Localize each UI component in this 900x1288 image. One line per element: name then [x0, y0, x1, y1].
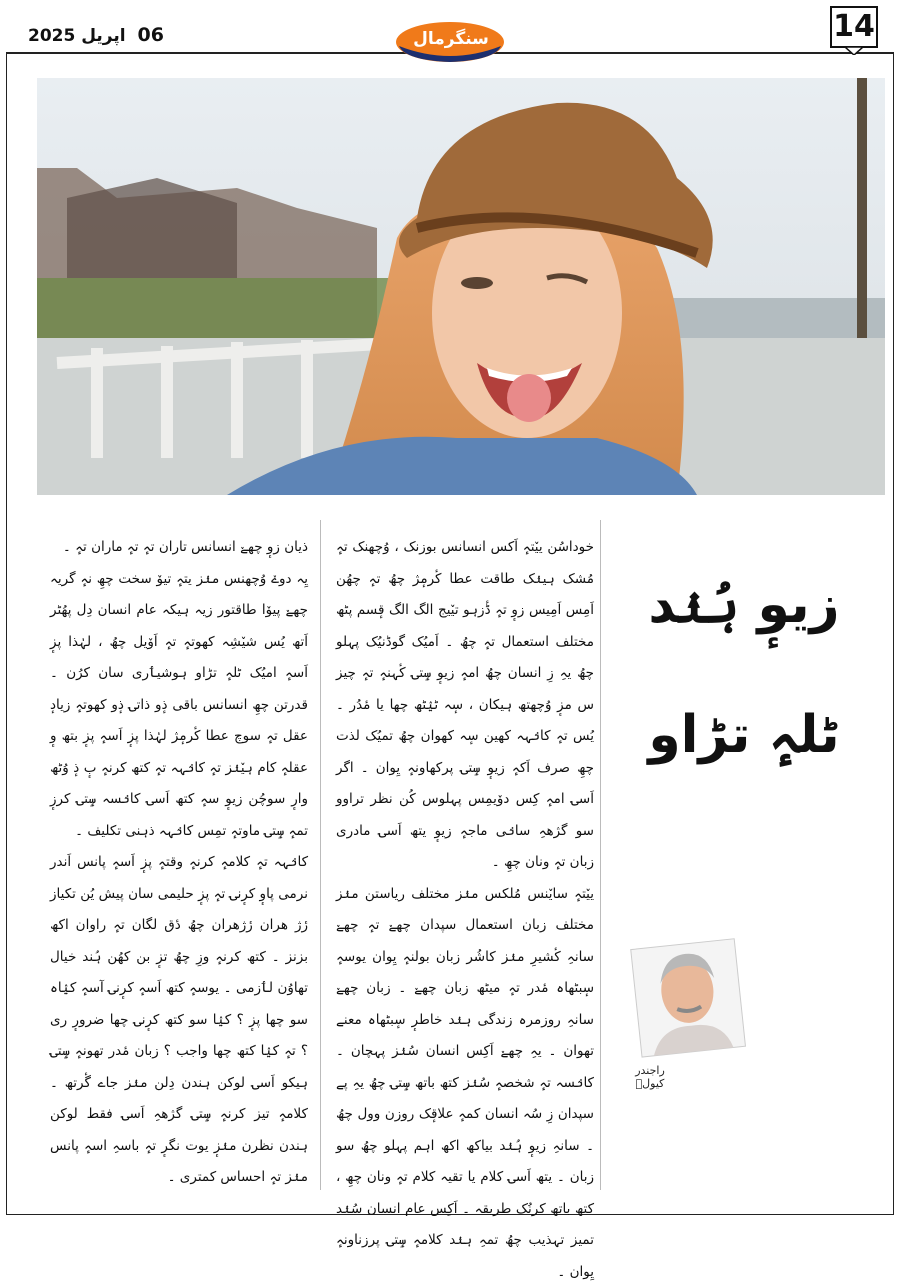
article-paragraph: ذیان زوٕ چھےٚ انسانس تاران تہٕ تہٕ ماران تہٕ ۔	[50, 532, 308, 564]
headline-line-2: ٹلہٕ تڑاو	[604, 670, 884, 800]
article-column-1	[336, 532, 594, 1288]
page-number: 14	[830, 6, 878, 48]
article-paragraph: یِہ دوےٚ وُچھنس منٛز یتہٕ تیوٚ سخت چھِ نہٕ گریہ چھےٚ پیوٚا طاقتور زیہ ہیکہ عام انسان دِل پھُٹر اَتھ یُس شیٚشِہ کھوتہٕ تہٕ اَوٚیل چھُ ، لہٰذا پزٕ اَسہٕ امیُک ٹلہٕ تڑاو ہوشیٲری سان کرُن ۔ قدرتن چھِ انسانس باقی ذٕو ذاتۍ ذٕو کھوتہٕ زیادٕ عقل تہٕ سوچ عطا کٔرمٕژ لہٰذا پزٕ اَسہٕ پزٕ بتھ وٕ عقلہٕ کام ہیٚنٛز تہٕ کانٛہہ تہٕ کتھ کرنہٕ بٕ ذٕ وُٹھ وارٕ سوچُن زیوٕ سہٕ کتھ اَسۍ کانٛسہ سٟتۍ کرزٕ تمہٕ سٟتۍ ماوتہٕ تمِس کانٛہہ ذہنی تکلیف ۔	[50, 564, 308, 848]
article-headline	[604, 540, 884, 800]
article-paragraph: خوداسُن ییٚتہٕ اَکس انسانس بوزنک ، وُچھنک تہٕ مُشک ہینٛک طاقت عطا کٔرمٕژ چھُ تہٕ چھُن اَمِس اَمِیس زوٕ تہٕ ڈٔزہو تیٚیج الگ الگ قٕسم پٹھ مختلف استعمال تہٕ چھُ ۔ اَمیُک گوڈنیُک پہلو چھُ یہِ زِ انسان چھُ امہٕ زیوٕ سٟتۍ کٔہنہٕ تہٕ چیز س مزٕ وُچھتھ ہیکان ، سٕہ ٹیٛٹھ چھا یا مٔدُر ۔ یُس تہٕ کانٛہہ کھین سٕہ کھوان چھُ تمیُک لذت چھِ صرف اَکہٕ زیوٕ سٟتۍ پرکھاونہٕ یِوان ۔ اگر اَسۍ امہٕ کِس دوٚیمِس پہلوس کُن نظر تراوو سو گژھہِ سانٛی ماجہٕ زیوٕ یتھ اَسۍ مادری زبان تہٕ ونان چھِ ۔	[336, 532, 594, 879]
article-photo	[37, 78, 885, 495]
column-divider-left	[320, 520, 321, 1190]
masthead-logo	[395, 20, 505, 64]
issue-date-month-year: اپریل 2025	[28, 26, 126, 46]
article-paragraph: ییٚتہٕ سایٚنس مُلکس منٛز مختلف ریاستن منٛز مختلف زبان استعمال سپدان چھےٚ تہٕ چھےٚ سانہِ کٔشیرِ منٛز کاشُر زبان بولنہٕ یِوان یوسہٕ سٕبٹھاہ مٔدر تہٕ میٹھ زبان چھےٚ ۔ زبان چھےٚ سانہِ روزمرہ زندگی ہنٛد خاطرٕ سٕبٹھاہ معنے تھوان ۔ یہِ چھےٚ اَکِس انسان سُنٛز پہچان ۔ کانٛسہ تہٕ شخصہٕ سُنٛز کتھ باتھ سٟتۍ چھُ یہِ پے سپدان زِ سُہ انسان کمہٕ علاقٕک روزن وول چھُ ۔ سانہِ زیوٕ ہُنٛد بیاکھ اکھ اہم پہلو چھُ سو زبان ۔ یتھ اَسۍ کلام یا تقیہ کلام تہٕ ونان چھِ ، کتھ باتھ کرنُک طریقہ ۔ اَکِس عام انسان سُنٛد تمیز تہذیب چھُ تمہِ ہنٛد کلامہٕ سٟتۍ پرزناونہٕ یِوان ۔	[336, 879, 594, 1288]
issue-date-day: 06	[138, 24, 164, 46]
headline-line-1: زیوٕ ہُنٛد	[604, 540, 884, 670]
masthead-logo-text: سنگرمال	[413, 28, 489, 49]
article-column-2	[50, 532, 308, 1194]
article-paragraph: کانٛہہ تہٕ کلامہٕ کرنہٕ وقتہٕ پزٕ اَسہٕ پانس اَندر نرمی پاوٕ کرٕنۍ تہٕ پزٕ حلیمی سان پیش یُن تکیاز رٔژ ھران رٔژھران چھُ دٔق لگان تہٕ راوان اکھ بزنز ۔ کتھ کرنہٕ وزِ چھُ تزٕ بن کھُن ہُند خیال تھاوُن لٲزمی ۔ یوسہٕ کتھ اَسہٕ کرٕنۍ آسہٕ کیٛاہ سو چھا پزٕ ؟ کیٛا سو کتھ کرٕنۍ چھا ضرورٕ ری ؟ تہٕ کیٛا کتھ چھا واجب ؟ زبان مٔدر تھونہٕ سٟتۍ ہیکو اَسۍ لوکن ہندن دِلن منٛز جاے گٔرتھ ۔ کلامہٕ تیز کرنہٕ سٟتۍ گژھہِ اَسۍ فقط لوکن ہندن نظرن منٛزٕ یوت نگرٕ تہٕ باسہِ اسہٕ پانس منٛز تہٕ احساس کمتری ۔	[50, 847, 308, 1194]
author-name: راجندر کیولؔ	[620, 1064, 680, 1090]
column-divider-right	[600, 520, 601, 1190]
page-number-tab	[845, 47, 863, 55]
issue-date	[28, 24, 164, 46]
author-photo	[628, 936, 746, 1058]
